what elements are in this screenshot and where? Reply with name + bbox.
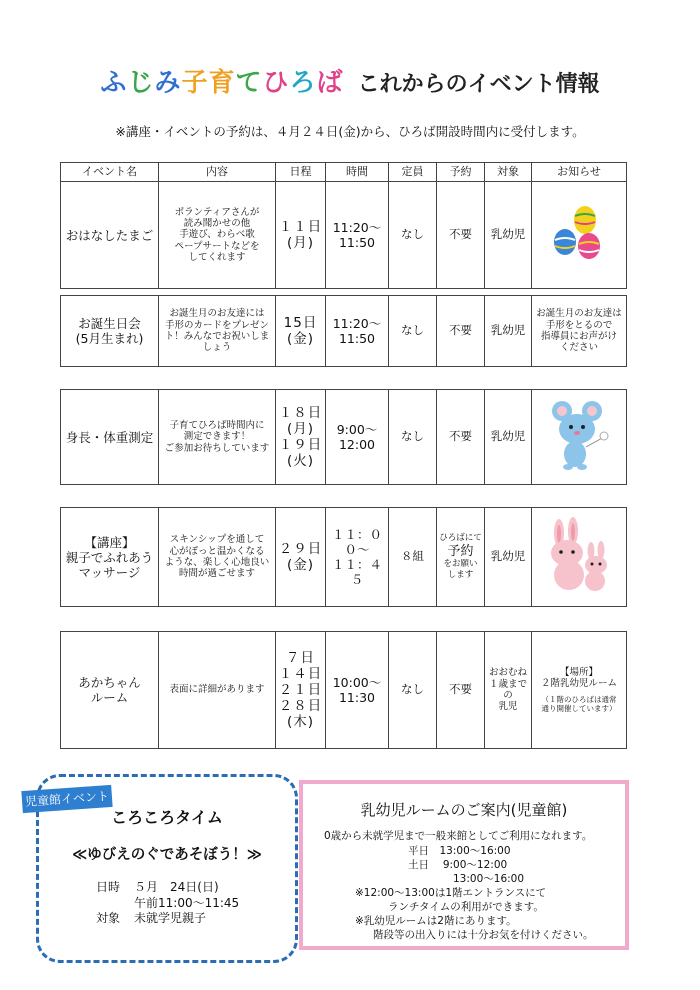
brand-title-char: て bbox=[235, 68, 263, 98]
header-info: お知らせ bbox=[532, 163, 627, 182]
event-content-cell bbox=[159, 508, 276, 607]
cell-line: 時間が過ごせます bbox=[178, 568, 255, 580]
cell-line: 10:00～ bbox=[332, 675, 382, 690]
cell-line: 手形をとるので bbox=[545, 319, 613, 331]
header-target: 対象 bbox=[485, 163, 532, 182]
cell-line: 予約 bbox=[447, 543, 474, 559]
event-time-cell bbox=[326, 390, 389, 485]
cell-line: スキンシップを通して bbox=[169, 534, 265, 546]
cell-line: お誕生月のお友達は bbox=[536, 308, 622, 320]
cell-line: をお願い bbox=[443, 559, 478, 570]
event-name-cell bbox=[61, 508, 159, 607]
cell-line: 読み聞かせの他 bbox=[183, 217, 251, 229]
infant-room-line: ※12:00～13:00は1階エントランスにて bbox=[355, 887, 547, 899]
table-row bbox=[61, 390, 627, 485]
cell-line: お誕生月のお友達には bbox=[169, 308, 265, 320]
page-subtitle: これからのイベント情報 bbox=[357, 72, 600, 97]
cell-line: 心がぽっと温かくなる bbox=[169, 545, 265, 557]
cell-line: 身長・体重測定 bbox=[65, 429, 154, 445]
brand-title-char: ふ bbox=[100, 68, 128, 98]
header-time: 時間 bbox=[326, 163, 389, 182]
event-table bbox=[60, 162, 627, 289]
kids-event-tag: 児童館イベント bbox=[21, 785, 112, 813]
event-date-cell bbox=[276, 182, 326, 289]
brand-title-char: じ bbox=[127, 68, 155, 98]
cell-line: ご参加お待ちしています bbox=[164, 442, 270, 454]
event-name-cell bbox=[61, 390, 159, 485]
kids-event-target: 未就学児親子 bbox=[134, 911, 207, 925]
cell-line: 乳児 bbox=[498, 701, 518, 713]
easter-eggs-icon bbox=[534, 202, 624, 267]
cell-line: 15日 bbox=[283, 314, 318, 331]
page-title bbox=[0, 62, 700, 99]
cell-line: 11:30 bbox=[338, 690, 376, 705]
infant-room-line: 0歳から未就学児まで一般来館としてご利用になれます。 bbox=[324, 830, 593, 842]
kids-event-date: ５月 24日(日) bbox=[134, 880, 219, 894]
brand-title-char: 子 bbox=[181, 68, 209, 98]
event-reservation-cell bbox=[437, 508, 485, 607]
cell-line: 9:00～ bbox=[336, 422, 378, 437]
brand-title-char: ろ bbox=[289, 68, 317, 98]
event-reservation-cell bbox=[437, 632, 485, 749]
cell-line: (金) bbox=[286, 331, 315, 347]
kids-event-date-label: 日時 bbox=[96, 880, 121, 894]
cell-line: (月) bbox=[286, 235, 315, 251]
cell-line: １歳までの bbox=[488, 678, 527, 701]
event-reservation-cell bbox=[437, 296, 485, 367]
cell-line: (5月生まれ) bbox=[75, 331, 144, 346]
event-time-cell bbox=[326, 508, 389, 607]
event-info-cell bbox=[532, 296, 627, 367]
cell-line: 乳幼児 bbox=[490, 323, 526, 338]
cell-line: 不要 bbox=[449, 429, 472, 444]
table-row bbox=[61, 182, 627, 289]
cell-line: 【講座】 bbox=[84, 534, 135, 550]
event-info-cell bbox=[532, 390, 627, 485]
cell-line: おはなしたまご bbox=[65, 227, 154, 243]
cell-line: (火) bbox=[286, 453, 315, 470]
cell-line: 表面に詳細があります bbox=[169, 684, 265, 696]
event-capacity-cell bbox=[389, 632, 437, 749]
event-capacity-cell bbox=[389, 296, 437, 367]
cell-line: してくれます bbox=[188, 252, 246, 264]
cell-line: 乳幼児 bbox=[490, 549, 526, 564]
cell-line: 12:00 bbox=[338, 437, 376, 452]
event-target-cell bbox=[485, 632, 532, 749]
kids-event-subtitle: ≪ゆびえのぐであそぼう！≫ bbox=[72, 847, 262, 863]
event-table bbox=[60, 507, 627, 607]
event-name-cell bbox=[61, 296, 159, 367]
cell-line: (金) bbox=[286, 557, 315, 573]
cell-line: あかちゃん bbox=[78, 675, 141, 690]
event-table bbox=[60, 631, 627, 749]
event-capacity-cell bbox=[389, 508, 437, 607]
cell-line: なし bbox=[401, 682, 424, 697]
brand-title-char: ば bbox=[316, 68, 344, 98]
cell-line: ８組 bbox=[401, 549, 424, 564]
header-event-name: イベント名 bbox=[61, 163, 159, 182]
cell-line: ください bbox=[559, 342, 598, 354]
cell-line: ボランティアさんが bbox=[174, 206, 260, 218]
cell-line: なし bbox=[401, 227, 424, 242]
cell-line: ト！みんなでお祝いしま bbox=[164, 331, 270, 342]
cell-line: 11:50 bbox=[338, 235, 376, 250]
event-name-cell bbox=[61, 182, 159, 289]
cell-line: 親子でふれあう bbox=[65, 549, 154, 565]
cell-line: お誕生日会 bbox=[78, 316, 141, 331]
cell-line: なし bbox=[401, 323, 424, 338]
header-capacity: 定員 bbox=[389, 163, 437, 182]
cell-line: １１：４５ bbox=[331, 557, 382, 587]
cell-line: ２８日 bbox=[278, 698, 323, 715]
cell-line: １１：００～ bbox=[331, 527, 382, 557]
cell-line: 手形のカードをプレゼン bbox=[164, 319, 270, 331]
cell-line: ペープサートなどを bbox=[174, 240, 260, 252]
infant-room-title: 乳幼児ルームのご案内(児童館) bbox=[360, 801, 568, 819]
cell-line: します bbox=[447, 570, 474, 581]
cell-line: (月) bbox=[286, 420, 315, 437]
cell-line: ２９日 bbox=[278, 540, 323, 557]
infant-room-line: 土日 9:00～12:00 bbox=[408, 859, 508, 871]
event-info-cell bbox=[532, 508, 627, 607]
cell-line: 手遊び、わらべ歌 bbox=[179, 229, 255, 241]
table-row bbox=[61, 632, 627, 749]
event-date-cell bbox=[276, 296, 326, 367]
event-content-cell bbox=[159, 296, 276, 367]
mouse-icon bbox=[534, 399, 624, 474]
rabbits-icon bbox=[534, 517, 624, 596]
event-target-cell bbox=[485, 296, 532, 367]
cell-line: ２階乳幼児ルーム bbox=[540, 678, 617, 689]
cell-line: しょう bbox=[202, 342, 232, 354]
event-table bbox=[60, 389, 627, 485]
cell-line: １９日 bbox=[278, 437, 323, 453]
kids-event-title: ころころタイム bbox=[111, 808, 223, 827]
brand-title bbox=[100, 68, 343, 98]
event-table bbox=[60, 295, 627, 367]
table-row bbox=[61, 508, 627, 607]
event-date-cell bbox=[276, 508, 326, 607]
cell-line: なし bbox=[401, 429, 424, 444]
cell-line: ルーム bbox=[90, 690, 129, 705]
cell-line: 乳幼児 bbox=[490, 429, 526, 444]
cell-line: 乳幼児 bbox=[490, 227, 526, 242]
cell-line: 指導員にお声がけ bbox=[540, 331, 617, 342]
infant-room-line: 階段等の出入りには十分お気を付けください。 bbox=[373, 929, 594, 941]
event-capacity-cell bbox=[389, 390, 437, 485]
event-content-cell bbox=[159, 390, 276, 485]
cell-line: １１日 bbox=[278, 218, 323, 235]
event-target-cell bbox=[485, 182, 532, 289]
cell-line: 通り開催しています） bbox=[541, 704, 617, 714]
cell-line: 11:20～ bbox=[332, 316, 382, 331]
cell-line: 測定できます！ bbox=[183, 431, 251, 443]
cell-line: １４日 bbox=[278, 665, 323, 682]
cell-line: ような、楽しく心地良い bbox=[164, 557, 270, 568]
cell-line: (木) bbox=[286, 714, 315, 731]
event-content-cell bbox=[159, 182, 276, 289]
kids-event-target-label: 対象 bbox=[96, 911, 121, 925]
cell-line: 【場所】 bbox=[559, 666, 598, 678]
event-name-cell bbox=[61, 632, 159, 749]
cell-line: 不要 bbox=[449, 682, 472, 697]
event-reservation-cell bbox=[437, 390, 485, 485]
cell-line: 11:20～ bbox=[332, 220, 382, 235]
cell-line: 11:50 bbox=[338, 331, 376, 346]
reservation-notice: ※講座・イベントの予約は、４月２４日(金)から、ひろば開設時間内に受付します。 bbox=[115, 124, 585, 139]
header-reservation: 予約 bbox=[437, 163, 485, 182]
brand-title-char: み bbox=[154, 68, 182, 98]
infant-room-line: 平日 13:00～16:00 bbox=[408, 845, 511, 857]
event-info-cell bbox=[532, 632, 627, 749]
event-info-cell bbox=[532, 182, 627, 289]
cell-line: ひろばにて bbox=[439, 532, 482, 543]
cell-line: マッサージ bbox=[78, 564, 141, 580]
event-content-cell bbox=[159, 632, 276, 749]
header-content: 内容 bbox=[159, 163, 276, 182]
cell-line: 子育てひろば時間内に bbox=[169, 419, 265, 431]
table-header-row bbox=[61, 163, 627, 182]
event-time-cell bbox=[326, 182, 389, 289]
event-reservation-cell bbox=[437, 182, 485, 289]
infant-room-line: 13:00～16:00 bbox=[453, 873, 525, 885]
event-time-cell bbox=[326, 296, 389, 367]
event-date-cell bbox=[276, 632, 326, 749]
event-target-cell bbox=[485, 508, 532, 607]
table-row bbox=[61, 296, 627, 367]
event-capacity-cell bbox=[389, 182, 437, 289]
cell-line: ７日 bbox=[286, 649, 315, 666]
event-date-cell bbox=[276, 390, 326, 485]
kids-event-time: 午前11:00～11:45 bbox=[134, 896, 240, 910]
brand-title-char: ひ bbox=[262, 68, 290, 98]
brand-title-char: 育 bbox=[208, 68, 236, 98]
cell-line: １８日 bbox=[278, 404, 323, 421]
cell-line: おおむね bbox=[488, 667, 527, 679]
event-time-cell bbox=[326, 632, 389, 749]
infant-room-line: ランチタイムの利用ができます。 bbox=[388, 901, 544, 913]
cell-line: 不要 bbox=[449, 323, 472, 338]
header-date: 日程 bbox=[276, 163, 326, 182]
cell-line: （１階のひろばは通常 bbox=[541, 695, 617, 705]
infant-room-line: ※乳幼児ルームは2階にあります。 bbox=[355, 915, 517, 927]
cell-line: 不要 bbox=[449, 227, 472, 242]
cell-line: ２１日 bbox=[278, 681, 323, 698]
event-target-cell bbox=[485, 390, 532, 485]
